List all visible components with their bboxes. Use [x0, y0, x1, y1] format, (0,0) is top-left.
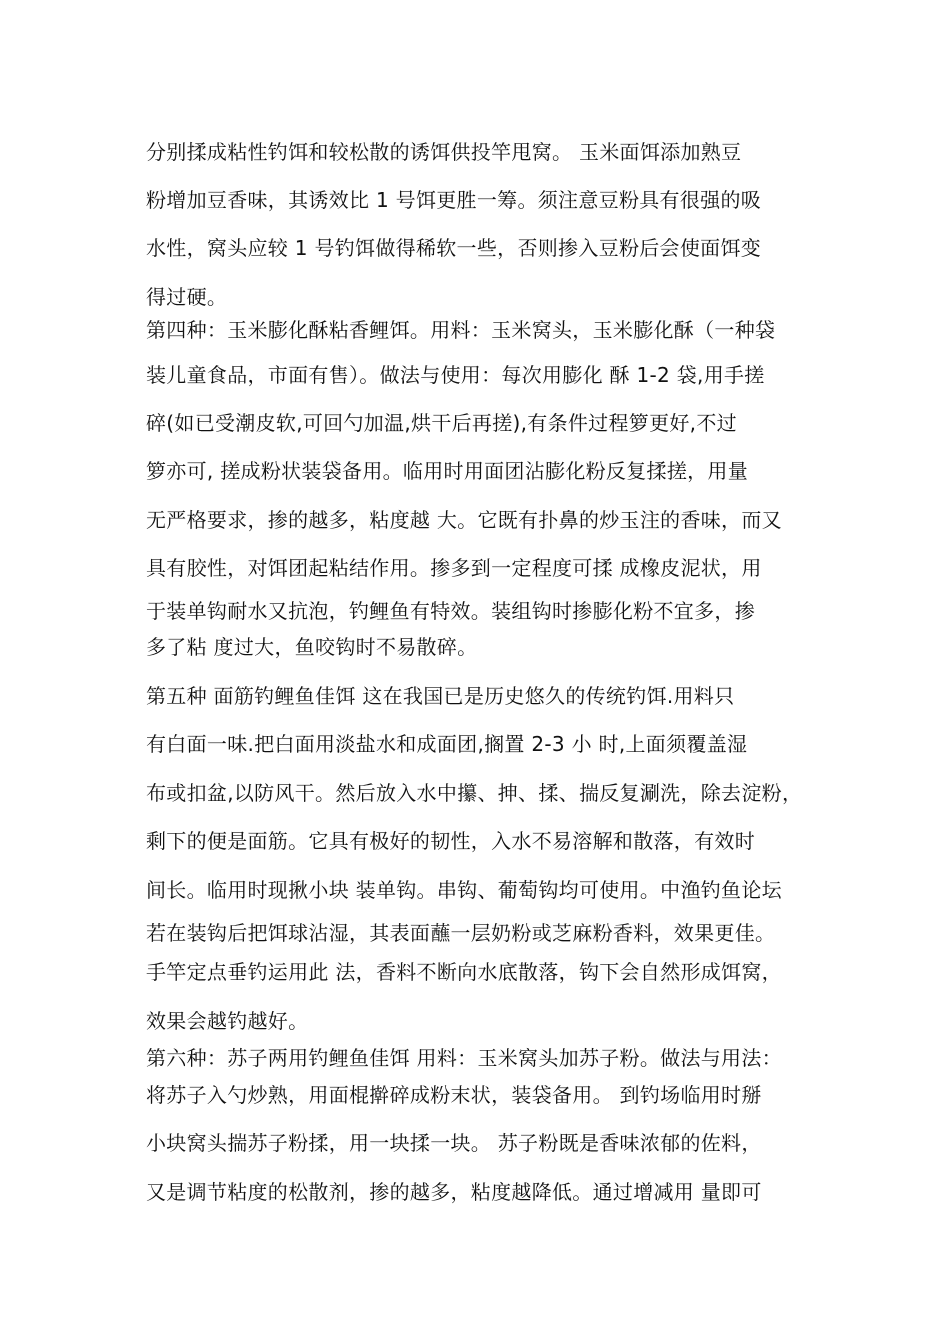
text-line: 又是调节粘度的松散剂，掺的越多，粘度越降低。通过增减用 量即可 [146, 1180, 762, 1204]
text-line: 箩亦可, 搓成粉状装袋备用。临用时用面团沾膨化粉反复揉搓，用量 [146, 459, 749, 483]
text-line: 间长。临用时现揪小块 装单钩。串钩、葡萄钩均可使用。中渔钓鱼论坛 [146, 878, 782, 902]
text-line: 得过硬。 [146, 285, 228, 309]
text-line: 布或扣盆,以防风干。然后放入水中攥、抻、揉、揣反复涮洗，除去淀粉， [146, 781, 803, 805]
text-line: 效果会越钓越好。 [146, 1009, 309, 1033]
text-line: 若在装钩后把饵球沾湿，其表面蘸一层奶粉或芝麻粉香料，效果更佳。 [146, 921, 776, 945]
text-line: 分别揉成粘性钓饵和较松散的诱饵供投竿甩窝。 玉米面饵添加熟豆 [146, 140, 742, 164]
section-heading-4: 第四种：玉米膨化酥粘香鲤饵。用料：玉米窝头，玉米膨化酥（一种袋 [146, 318, 776, 342]
text-line: 具有胶性，对饵团起粘结作用。掺多到一定程度可揉 成橡皮泥状，用 [146, 556, 762, 580]
section-heading-6: 第六种：苏子两用钓鲤鱼佳饵 用料：玉米窝头加苏子粉。做法与用法： [146, 1046, 782, 1070]
text-line: 无严格要求，掺的越多，粘度越 大。它既有扑鼻的炒玉注的香味，而又 [146, 508, 782, 532]
text-line: 水性，窝头应较 1 号钓饵做得稀软一些，否则掺入豆粉后会使面饵变 [146, 236, 762, 260]
text-line: 将苏子入勺炒熟，用面棍擀碎成粉末状，装袋备用。 到钓场临用时掰 [146, 1083, 762, 1107]
text-line: 粉增加豆香味，其诱效比 1 号饵更胜一筹。须注意豆粉具有很强的吸 [146, 188, 762, 212]
section-heading-5: 第五种 面筋钓鲤鱼佳饵 这在我国已是历史悠久的传统钓饵.用料只 [146, 684, 735, 708]
text-line: 装儿童食品，市面有售）。做法与使用：每次用膨化 酥 1-2 袋,用手搓 [146, 363, 765, 387]
text-line: 多了粘 度过大，鱼咬钩时不易散碎。 [146, 635, 478, 659]
text-line: 碎(如已受潮皮软,可回勺加温,烘干后再搓),有条件过程箩更好,不过 [146, 411, 737, 435]
text-line: 手竿定点垂钓运用此 法，香料不断向水底散落，钩下会自然形成饵窝， [146, 960, 782, 984]
text-line: 剩下的便是面筋。它具有极好的韧性，入水不易溶解和散落，有效时 [146, 829, 755, 853]
text-line: 小块窝头揣苏子粉揉，用一块揉一块。 苏子粉既是香味浓郁的佐料， [146, 1131, 762, 1155]
text-line: 于装单钩耐水又抗泡，钓鲤鱼有特效。装组钩时掺膨化粉不宜多，掺 [146, 599, 755, 623]
text-line: 有白面一味.把白面用淡盐水和成面团,搁置 2-3 小 时,上面须覆盖湿 [146, 732, 748, 756]
